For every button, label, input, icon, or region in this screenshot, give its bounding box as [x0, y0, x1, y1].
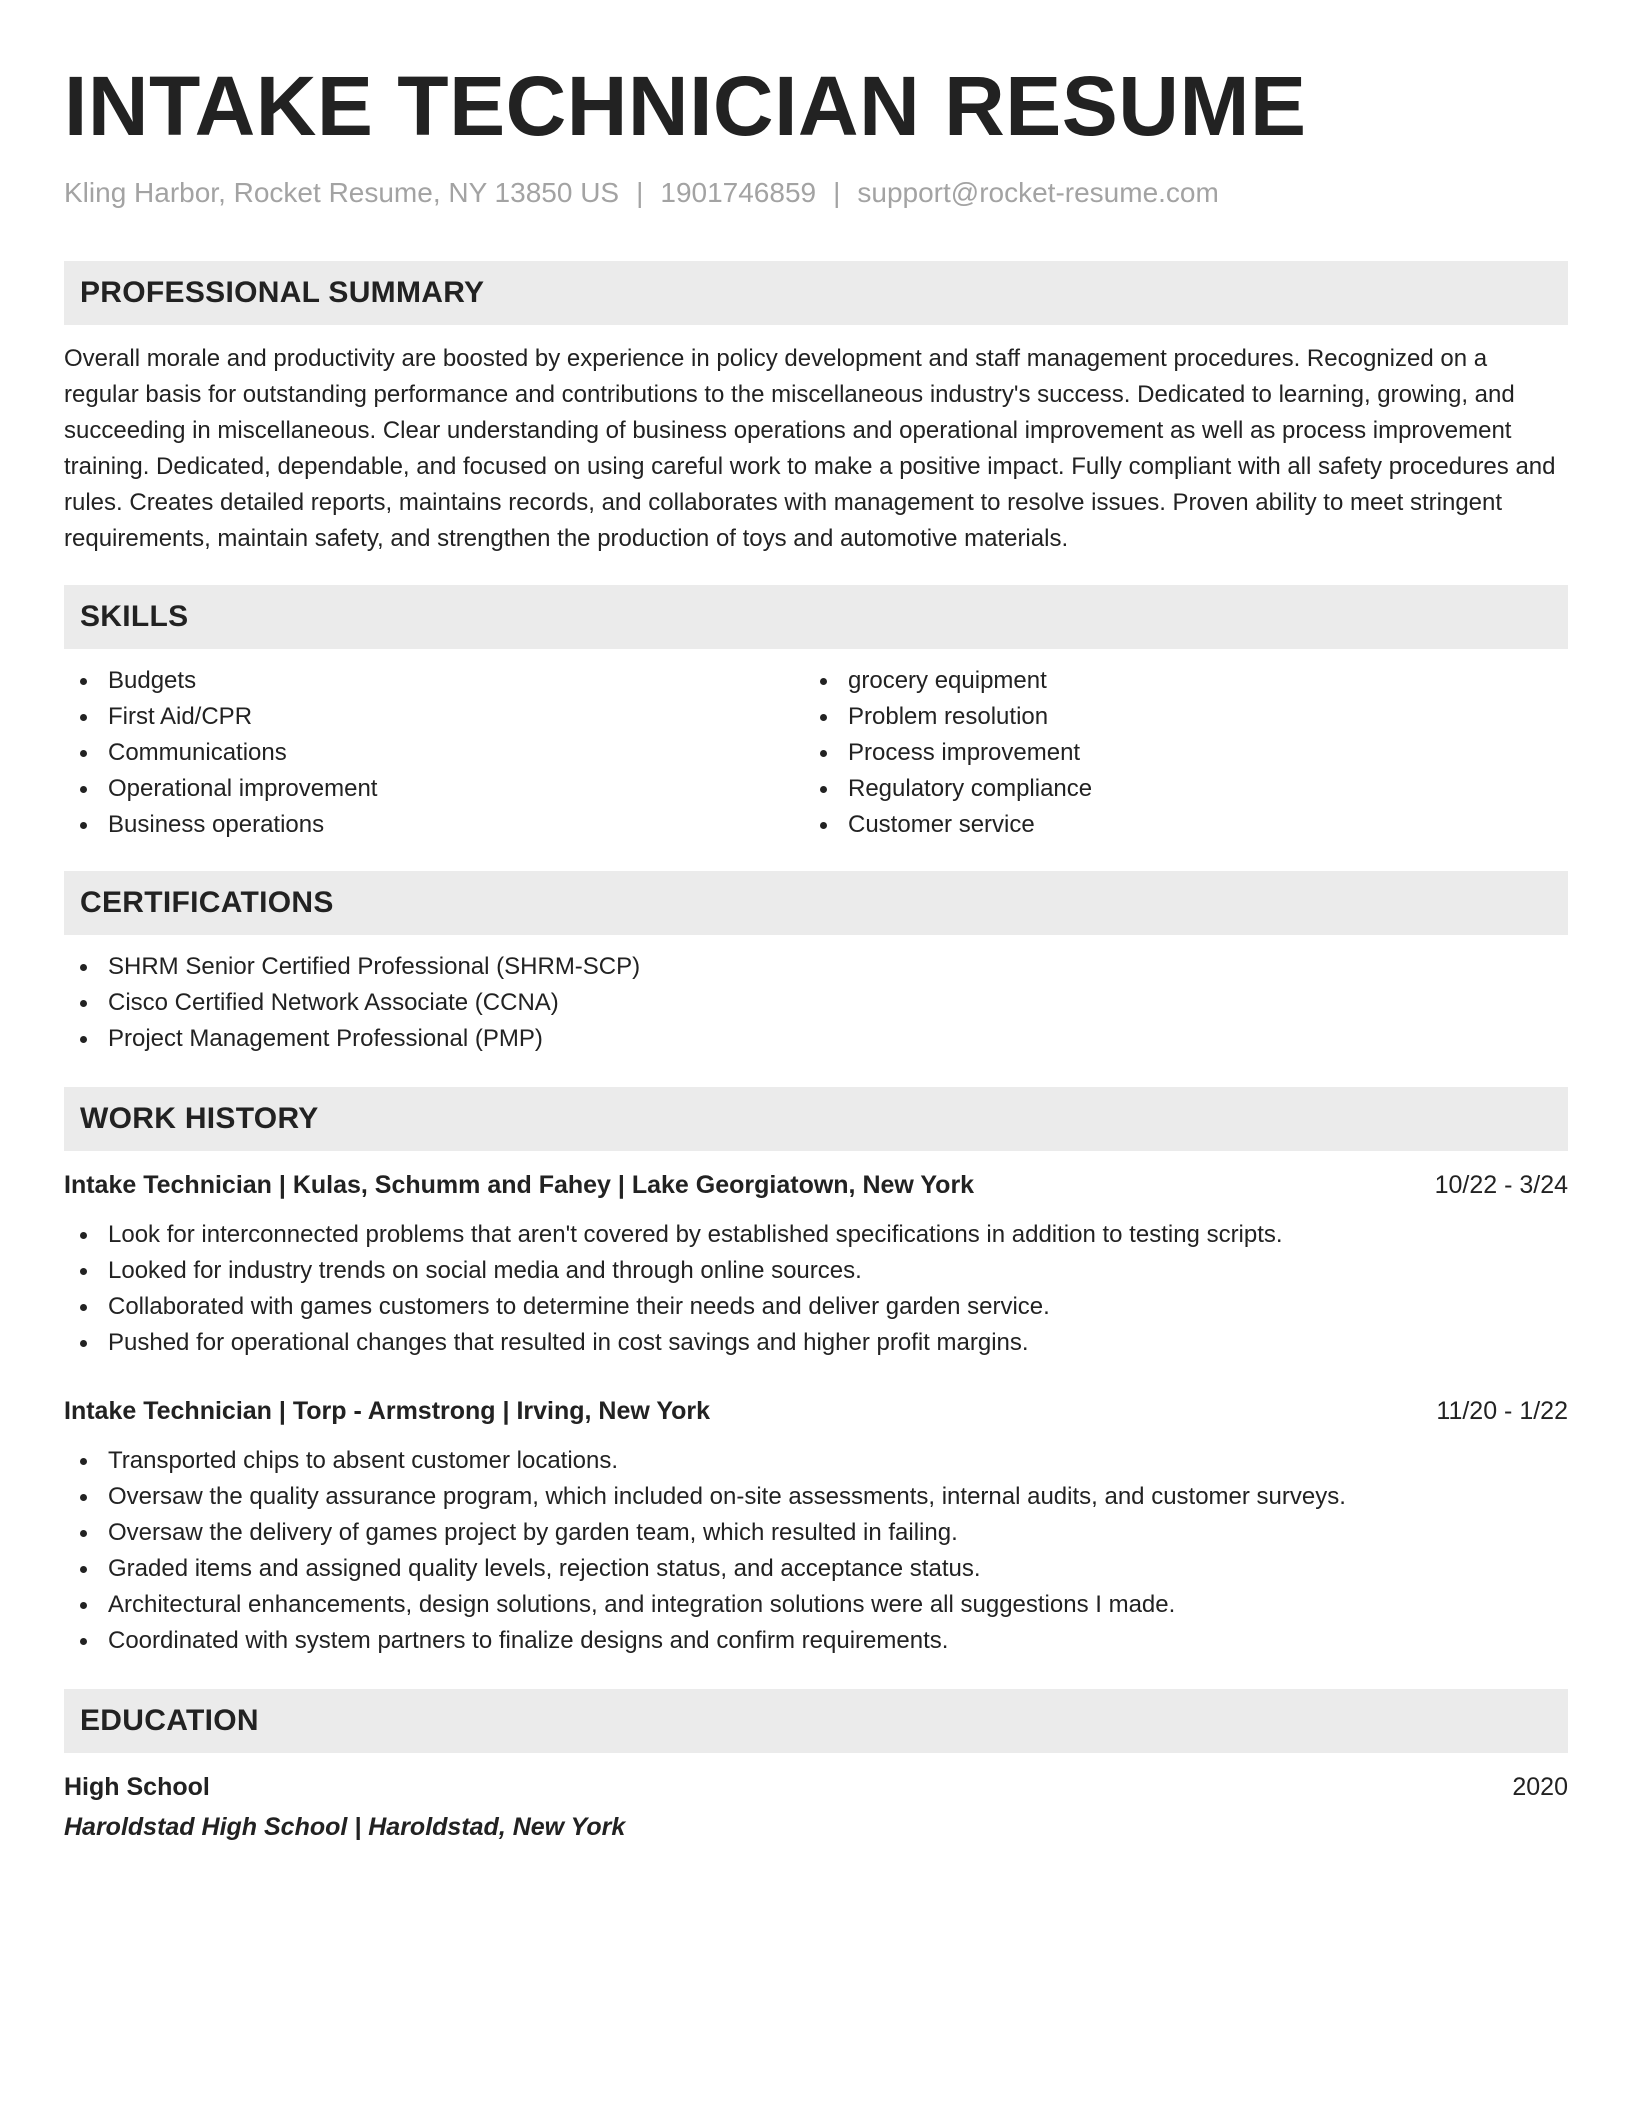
- skill-item: Problem resolution: [804, 699, 1544, 735]
- education-degree: High School: [64, 1773, 210, 1801]
- skills-column-left: [64, 663, 804, 843]
- education-school: Haroldstad High School | Haroldstad, New York: [64, 1813, 626, 1841]
- skill-item: Budgets: [64, 663, 804, 699]
- summary-text: Overall morale and productivity are boosted by experience in policy development and staff management procedures. Recognized on a regular basis for outstanding performance and contributions to the miscellaneous industry's success. Dedicated to learning, growing, and succeeding in miscellaneous. Clear understanding of business operations and operational improvement as well as process improvement training. Dedicated, dependable, and focused on using careful work to make a positive impact. Fully compliant with all safety procedures and rules. Creates detailed reports, maintains records, and collaborates with management to resolve issues. Proven ability to meet stringent requirements, maintain safety, and strengthen the production of toys and automotive materials.: [64, 345, 1556, 552]
- contact-address: Kling Harbor, Rocket Resume, NY 13850 US: [64, 177, 620, 208]
- job-title: Intake Technician | Kulas, Schumm and Fahey | Lake Georgiatown, New York: [64, 1171, 975, 1199]
- job-bullet: Coordinated with system partners to finalize designs and confirm requirements.: [64, 1623, 1568, 1659]
- skill-item: Communications: [64, 735, 804, 771]
- certification-item: Project Management Professional (PMP): [64, 1021, 1568, 1057]
- job-bullets: [64, 1443, 1568, 1659]
- job-bullet: Architectural enhancements, design solutions, and integration solutions were all suggestions I made.: [64, 1587, 1568, 1623]
- job-bullet: Oversaw the delivery of games project by garden team, which resulted in failing.: [64, 1515, 1568, 1551]
- contact-line: [64, 176, 1568, 210]
- contact-separator: |: [636, 177, 644, 208]
- contact-email: support@rocket-resume.com: [857, 177, 1219, 208]
- education-entry: [64, 1769, 1568, 1845]
- job-bullet: Transported chips to absent customer locations.: [64, 1443, 1568, 1479]
- job-dates: 11/20 - 1/22: [1436, 1397, 1568, 1425]
- contact-separator: |: [833, 177, 841, 208]
- job-bullet: Oversaw the quality assurance program, which included on-site assessments, internal audits, and customer surveys.: [64, 1479, 1568, 1515]
- section-heading-certifications: CERTIFICATIONS: [64, 871, 1568, 935]
- resume-title: INTAKE TECHNICIAN RESUME: [64, 59, 1307, 153]
- job-bullet: Pushed for operational changes that resulted in cost savings and higher profit margins.: [64, 1325, 1568, 1361]
- section-heading-work-history: WORK HISTORY: [64, 1087, 1568, 1151]
- skill-item: Regulatory compliance: [804, 771, 1544, 807]
- job-bullet: Graded items and assigned quality levels, rejection status, and acceptance status.: [64, 1551, 1568, 1587]
- job-bullet: Collaborated with games customers to determine their needs and deliver garden service.: [64, 1289, 1568, 1325]
- job-bullets: [64, 1217, 1568, 1361]
- job-bullet: Look for interconnected problems that aren't covered by established specifications in addition to testing scripts.: [64, 1217, 1568, 1253]
- job-header: [64, 1393, 1568, 1429]
- education-header: [64, 1769, 1568, 1805]
- job-title: Intake Technician | Torp - Armstrong | Irving, New York: [64, 1397, 711, 1425]
- skill-item: Customer service: [804, 807, 1544, 843]
- section-heading-summary: PROFESSIONAL SUMMARY: [64, 261, 1568, 325]
- job-entry: [64, 1393, 1568, 1659]
- skill-item: Operational improvement: [64, 771, 804, 807]
- certification-item: SHRM Senior Certified Professional (SHRM-SCP): [64, 949, 1568, 985]
- job-entry: [64, 1167, 1568, 1361]
- skill-item: First Aid/CPR: [64, 699, 804, 735]
- certifications-list: [64, 949, 1568, 1057]
- section-heading-skills: SKILLS: [64, 585, 1568, 649]
- certification-item: Cisco Certified Network Associate (CCNA): [64, 985, 1568, 1021]
- job-dates: 10/22 - 3/24: [1434, 1171, 1568, 1199]
- section-heading-education: EDUCATION: [64, 1689, 1568, 1753]
- contact-phone: 1901746859: [660, 177, 817, 208]
- education-year: 2020: [1512, 1773, 1568, 1801]
- skill-item: Business operations: [64, 807, 804, 843]
- job-header: [64, 1167, 1568, 1203]
- skills-column-right: [804, 663, 1544, 843]
- job-bullet: Looked for industry trends on social media and through online sources.: [64, 1253, 1568, 1289]
- skills-grid: [64, 663, 1568, 843]
- skill-item: grocery equipment: [804, 663, 1544, 699]
- skill-item: Process improvement: [804, 735, 1544, 771]
